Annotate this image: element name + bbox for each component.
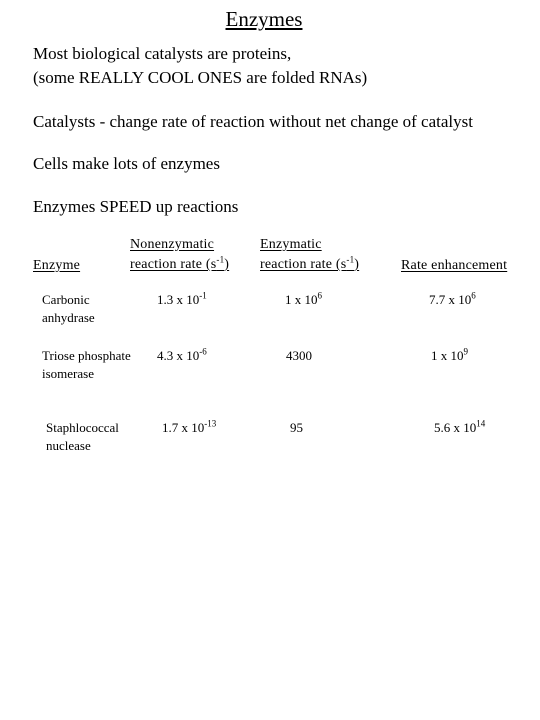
value-base: 4300 (286, 348, 312, 363)
enzyme-name-line2: anhydrase (42, 310, 95, 325)
value-exponent: 6 (317, 290, 322, 301)
value-base: 4.3 x 10 (157, 348, 200, 363)
header-nonenzymatic-text: reaction rate (s (130, 257, 217, 272)
text-line-speed: Enzymes SPEED up reactions (33, 197, 239, 216)
value-base: 1 x 10 (431, 348, 464, 363)
header-nonenzymatic-close: ) (224, 257, 230, 272)
text-line-catalysts: Catalysts - change rate of reaction without net change of catalyst (33, 112, 473, 131)
value-exponent: 14 (476, 418, 486, 429)
enzymatic-rate-value (286, 347, 312, 365)
nonenzymatic-rate-value (157, 347, 207, 365)
enzyme-name-line1: Staphlococcal (46, 420, 119, 435)
value-base: 5.6 x 10 (434, 420, 477, 435)
nonenzymatic-rate-value (162, 419, 216, 437)
nonenzymatic-rate-value (157, 291, 207, 309)
value-exponent: -1 (199, 290, 207, 301)
header-enzymatic (260, 235, 359, 275)
header-nonenzymatic-sup: -1 (216, 254, 225, 265)
value-base: 1 x 10 (285, 292, 318, 307)
value-exponent: -6 (199, 346, 207, 357)
header-nonenzymatic-line1: Nonenzymatic (130, 237, 215, 252)
rate-enhancement-value (434, 419, 485, 437)
enzymatic-rate-value (290, 419, 303, 437)
text-line-rnas: (some REALLY COOL ONES are folded RNAs) (33, 68, 368, 87)
enzyme-name-line2: isomerase (42, 366, 94, 381)
header-enzymatic-line1: Enzymatic (260, 237, 322, 252)
table-row-enzyme-name (46, 419, 119, 455)
rate-enhancement-value (429, 291, 476, 309)
header-enzymatic-sup: -1 (346, 254, 355, 265)
text-line-proteins: Most biological catalysts are proteins, (33, 44, 292, 63)
header-enzymatic-close: ) (354, 257, 360, 272)
enzyme-name-line1: Triose phosphate (42, 348, 131, 363)
enzyme-name-line1: Carbonic (42, 292, 90, 307)
value-base: 1.3 x 10 (157, 292, 200, 307)
page-title: Enzymes (225, 7, 303, 31)
value-exponent: -13 (204, 418, 217, 429)
table-row-enzyme-name (42, 291, 95, 327)
header-rate-enhancement: Rate enhancement (401, 258, 508, 273)
header-enzymatic-line2 (260, 255, 359, 275)
header-nonenzymatic (130, 235, 229, 275)
rate-enhancement-value (431, 347, 468, 365)
table-row-enzyme-name (42, 347, 131, 383)
enzymatic-rate-value (285, 291, 322, 309)
enzyme-name-line2: nuclease (46, 438, 91, 453)
value-exponent: 6 (471, 290, 476, 301)
header-enzymatic-text: reaction rate (s (260, 257, 347, 272)
value-exponent: 9 (463, 346, 468, 357)
value-base: 95 (290, 420, 303, 435)
value-base: 7.7 x 10 (429, 292, 472, 307)
value-base: 1.7 x 10 (162, 420, 205, 435)
text-line-cells: Cells make lots of enzymes (33, 154, 220, 173)
header-nonenzymatic-line2 (130, 255, 229, 275)
header-enzyme: Enzyme (33, 258, 81, 273)
